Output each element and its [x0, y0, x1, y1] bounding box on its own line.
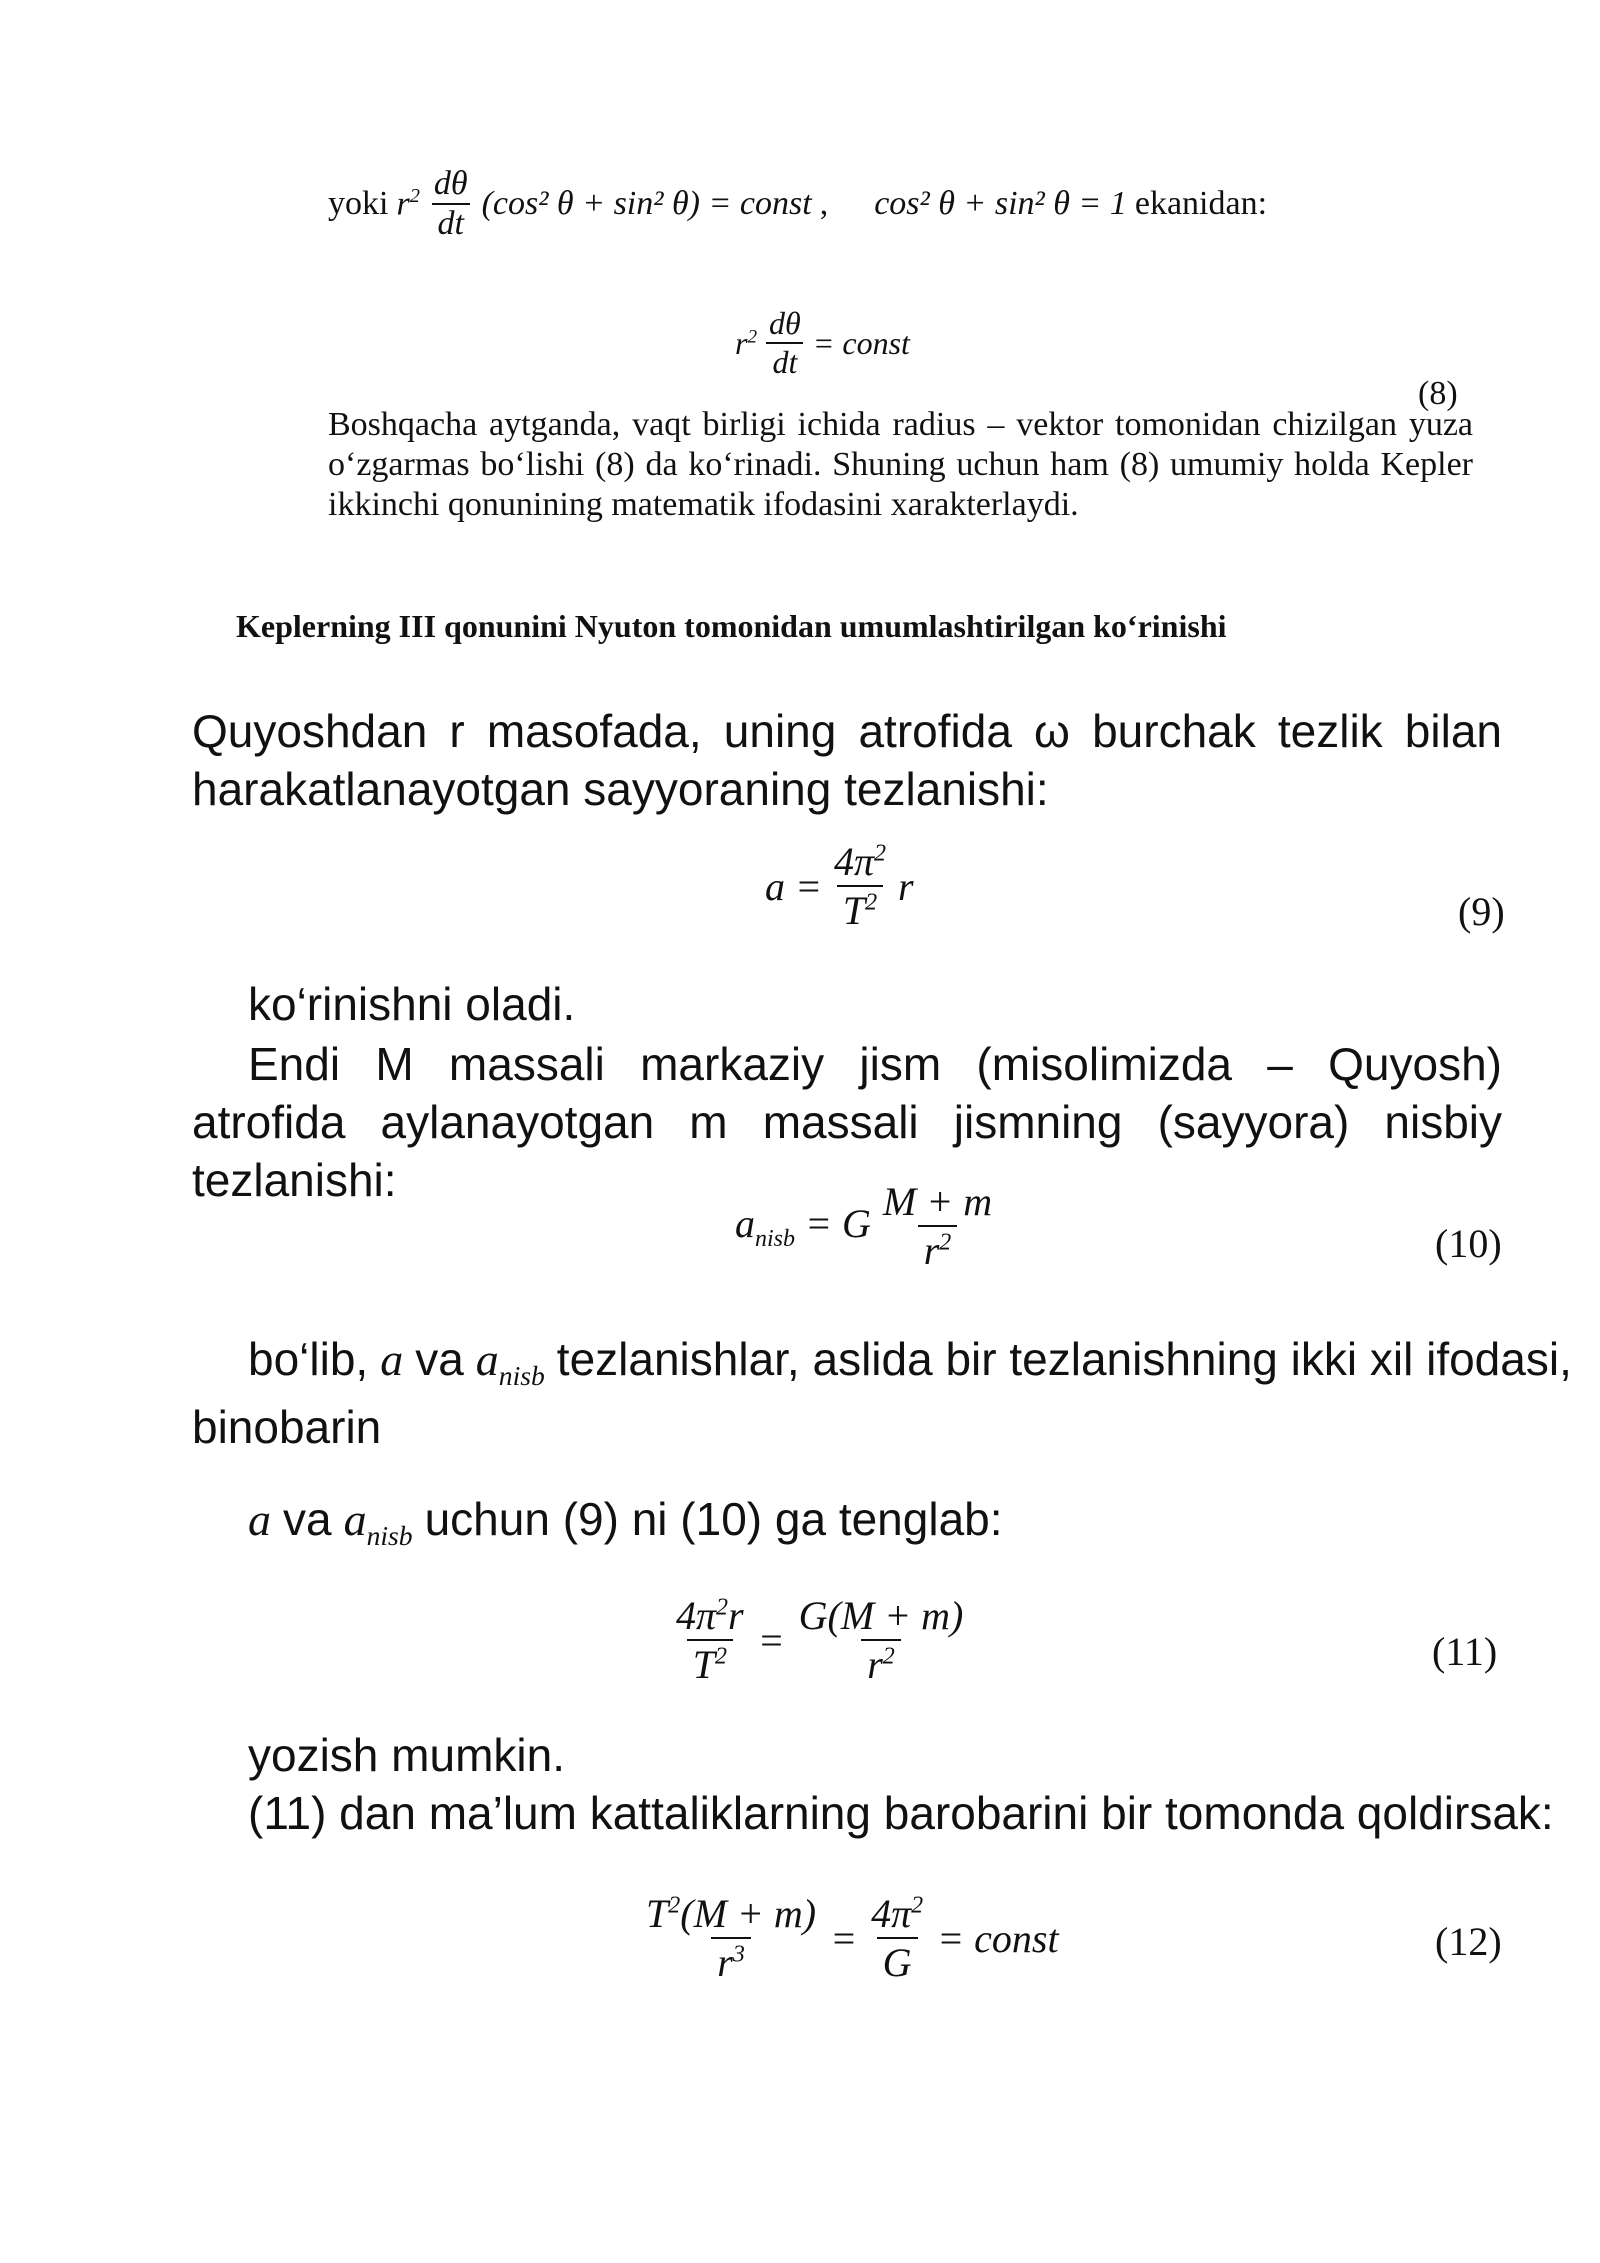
comma: ,	[819, 185, 829, 222]
a-nisb-inline-2: $a_{nisb}$	[343, 1494, 413, 1552]
equation-12	[640, 1890, 1059, 1986]
binobarin-line: binobarin	[192, 1401, 382, 1453]
expr-identity: cos² θ + sin² θ = 1	[874, 185, 1127, 222]
mid-fraction-12: $\frac{4\pi^2}{G}$	[871, 1891, 924, 1985]
yoki-word: yoki	[328, 185, 389, 222]
equation-line-1	[328, 165, 1267, 243]
equation-number-9: (9)	[1458, 889, 1505, 934]
dtheta-dt-fraction: $\frac{d\theta}{dt}$	[428, 165, 474, 243]
yozish-line: yozish mumkin.	[248, 1729, 565, 1781]
a-symbol: a =	[765, 863, 822, 909]
equation-number-10: (10)	[1435, 1221, 1502, 1266]
four-pi-sq-over-T-sq: $\frac{4\pi^2}{T^2}$	[834, 839, 887, 933]
equation-9	[765, 838, 914, 934]
equation-number-12: (12)	[1435, 1919, 1502, 1964]
dtheta-dt-fraction-8: $\frac{d\theta}{dt}$	[763, 305, 807, 381]
equation-11	[670, 1592, 969, 1688]
equation-10	[735, 1178, 998, 1274]
equals-12: =	[830, 1915, 858, 1961]
equals-11: =	[757, 1617, 785, 1663]
bolib-rest: tezlanishlar, aslida bir tezlanishning ikki xil ifodasi,	[556, 1333, 1572, 1385]
const-12: = const	[937, 1915, 1059, 1961]
lhs-fraction-11: $\frac{4\pi^2r}{T^2}$	[676, 1593, 744, 1687]
a-nisb-inline: $a_{nisb}$	[475, 1334, 545, 1392]
lhs-fraction-12: $\frac{T^2(M + m)}{r^3}$	[646, 1891, 817, 1985]
const-8: = const	[812, 324, 910, 361]
M-plus-m-over-r-sq: $\frac{M + m}{r^2}$	[882, 1179, 993, 1273]
paragraph-1: Boshqacha aytganda, vaqt birligi ichida radius – vektor tomonidan chizilgan yuza o‘zgarmas bo‘lishi (8) da ko‘rinadi. Shuning uchun ham (8) umumiy holda Kepler ikkinchi qonunining matematik ifodasini xarakterlaydi.	[328, 406, 1473, 523]
a-symbol-inline-2: a	[248, 1494, 271, 1545]
rhs-fraction-11: $\frac{G(M + m)}{r^2}$	[798, 1593, 964, 1687]
a-nisb-symbol: $a_{nisb} = G$	[735, 1200, 871, 1252]
equation-number-11: (11)	[1432, 1629, 1498, 1674]
equation-8	[735, 305, 910, 381]
equation-number-8: (8)	[1418, 375, 1458, 412]
korinishni-line: ko‘rinishni oladi.	[248, 978, 576, 1030]
paragraph-2: Quyoshdan r masofada, uning atrofida ω burchak tezlik bilan harakatlanayotgan sayyoraning tezlanishi:	[192, 705, 1502, 815]
uchun-line	[248, 1490, 1003, 1565]
bolib-word: bo‘lib,	[248, 1333, 369, 1385]
r-squared-8: $r^2$	[735, 324, 758, 361]
va-word-2: va	[283, 1493, 332, 1545]
uchun-rest: uchun (9) ni (10) ga tenglab:	[424, 1493, 1003, 1545]
a-symbol-inline: a	[380, 1334, 404, 1385]
paragraph-3: Endi M massali markaziy jism (misolimizda – Quyosh) atrofida aylanayotgan m massali jismning (sayyora) nisbiy tezlanishi:	[192, 1038, 1502, 1206]
va-word: va	[415, 1333, 464, 1385]
r-symbol: r	[898, 863, 914, 909]
section-title: Keplerning III qonunini Nyuton tomonidan umumlashtirilgan ko‘rinishi	[236, 608, 1227, 644]
r-squared: $r^2$	[396, 184, 420, 223]
expr-cos-sin-const: (cos² θ + sin² θ) = const	[481, 185, 812, 222]
ekanidan-word: ekanidan:	[1134, 185, 1268, 222]
11dan-line: (11) dan ma’lum kattaliklarning barobarini bir tomonda qoldirsak:	[248, 1787, 1554, 1839]
bolib-line	[248, 1330, 1572, 1405]
